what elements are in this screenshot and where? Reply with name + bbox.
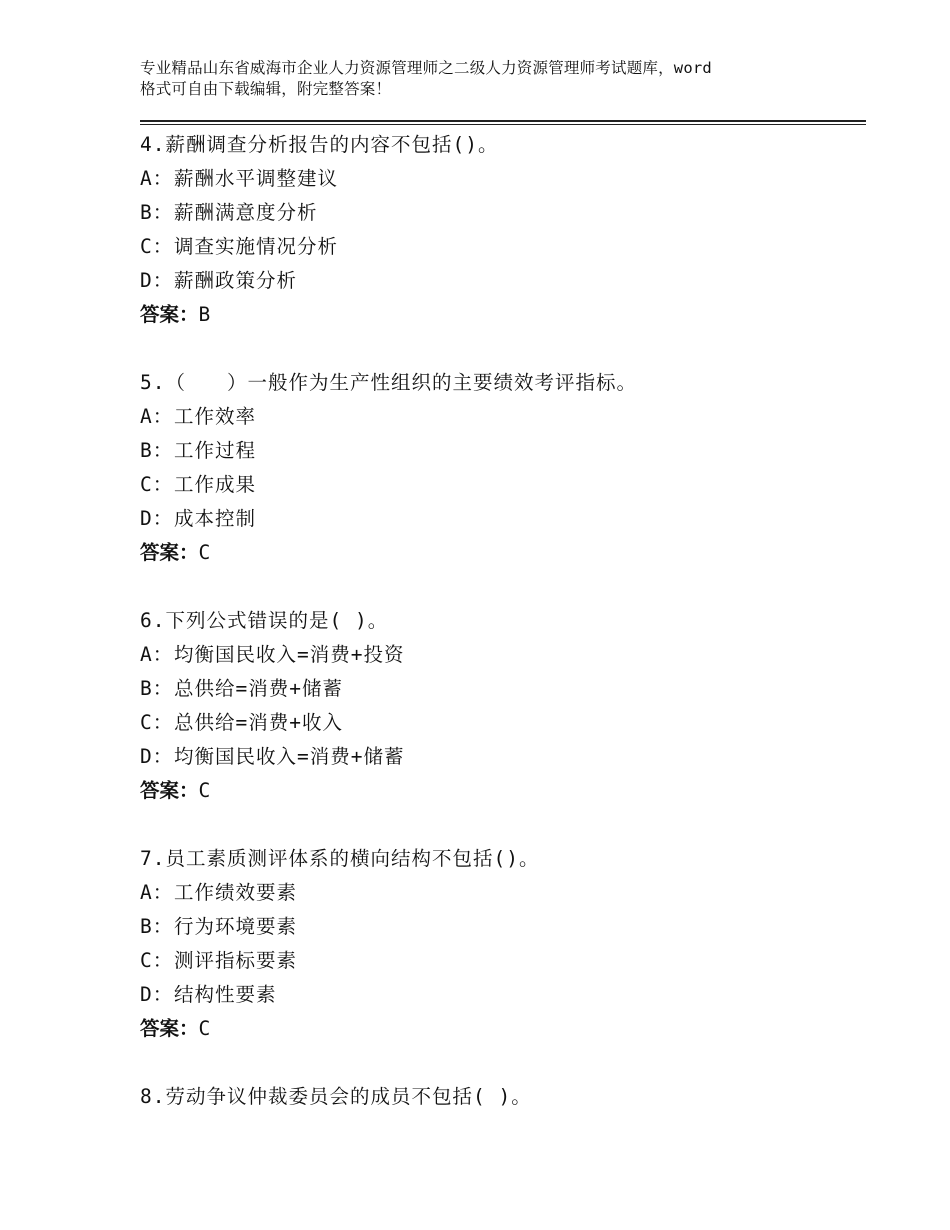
option-key: A： <box>140 643 174 666</box>
option-text: 工作效率 <box>174 405 257 428</box>
question-4 <box>140 128 866 332</box>
option-key: C： <box>140 473 174 496</box>
option-key: C： <box>140 949 174 972</box>
question-8 <box>140 1080 866 1114</box>
option-text: 调查实施情况分析 <box>174 235 339 258</box>
option-b <box>140 196 866 230</box>
option-key: B： <box>140 439 174 462</box>
option-text: 成本控制 <box>174 507 257 530</box>
question-stem: 5.（ ）一般作为生产性组织的主要绩效考评指标。 <box>140 371 637 394</box>
option-b <box>140 910 866 944</box>
option-c <box>140 706 866 740</box>
option-a <box>140 162 866 196</box>
option-key: D： <box>140 269 174 292</box>
option-key: D： <box>140 507 174 530</box>
option-key: B： <box>140 677 174 700</box>
option-key: C： <box>140 235 174 258</box>
option-key: D： <box>140 983 174 1006</box>
option-b <box>140 672 866 706</box>
option-text: 行为环境要素 <box>174 915 298 938</box>
option-d <box>140 264 866 298</box>
header-divider-thin <box>140 124 866 125</box>
answer-value: C <box>198 1017 212 1040</box>
option-text: 总供给=消费+收入 <box>174 711 343 734</box>
answer-line <box>140 1012 866 1046</box>
option-text: 总供给=消费+储蓄 <box>174 677 343 700</box>
question-stem: 4.薪酬调查分析报告的内容不包括()。 <box>140 133 499 156</box>
answer-line <box>140 774 866 808</box>
option-d <box>140 740 866 774</box>
answer-value: C <box>198 541 212 564</box>
option-key: B： <box>140 201 174 224</box>
question-6 <box>140 604 866 808</box>
answer-label: 答案： <box>140 1017 199 1040</box>
option-a <box>140 638 866 672</box>
option-a <box>140 400 866 434</box>
option-d <box>140 502 866 536</box>
option-text: 工作绩效要素 <box>174 881 298 904</box>
option-text: 均衡国民收入=消费+投资 <box>174 643 405 666</box>
option-key: A： <box>140 167 174 190</box>
answer-value: C <box>198 779 212 802</box>
document-header <box>140 58 840 100</box>
option-key: A： <box>140 405 174 428</box>
option-a <box>140 876 866 910</box>
answer-label: 答案： <box>140 779 199 802</box>
question-5 <box>140 366 866 570</box>
option-d <box>140 978 866 1012</box>
question-stem: 6.下列公式错误的是( )。 <box>140 609 389 632</box>
option-text: 结构性要素 <box>174 983 277 1006</box>
option-c <box>140 230 866 264</box>
option-key: D： <box>140 745 174 768</box>
header-divider-thick <box>140 120 866 122</box>
option-key: B： <box>140 915 174 938</box>
option-c <box>140 468 866 502</box>
answer-line <box>140 298 866 332</box>
option-text: 均衡国民收入=消费+储蓄 <box>174 745 405 768</box>
question-stem: 7.员工素质测评体系的横向结构不包括()。 <box>140 847 540 870</box>
question-7 <box>140 842 866 1046</box>
option-text: 薪酬满意度分析 <box>174 201 318 224</box>
option-b <box>140 434 866 468</box>
option-key: C： <box>140 711 174 734</box>
question-list <box>140 128 866 1148</box>
option-key: A： <box>140 881 174 904</box>
option-text: 测评指标要素 <box>174 949 298 972</box>
option-text: 薪酬政策分析 <box>174 269 298 292</box>
header-line-1: 专业精品山东省威海市企业人力资源管理师之二级人力资源管理师考试题库，word <box>140 59 712 77</box>
answer-label: 答案： <box>140 541 199 564</box>
option-text: 薪酬水平调整建议 <box>174 167 339 190</box>
answer-value: B <box>198 303 212 326</box>
option-c <box>140 944 866 978</box>
answer-label: 答案： <box>140 303 199 326</box>
header-line-2: 格式可自由下载编辑，附完整答案！ <box>140 80 392 98</box>
option-text: 工作过程 <box>174 439 257 462</box>
option-text: 工作成果 <box>174 473 257 496</box>
answer-line <box>140 536 866 570</box>
question-stem: 8.劳动争议仲裁委员会的成员不包括( )。 <box>140 1085 532 1108</box>
